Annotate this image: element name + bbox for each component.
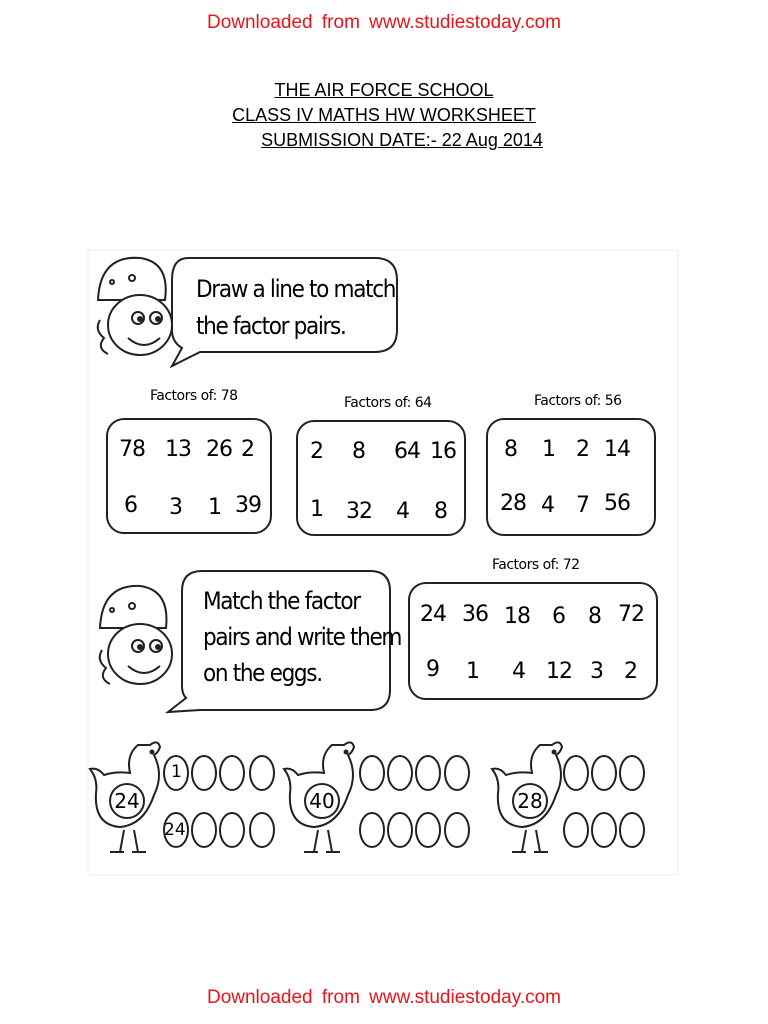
submission-date: SUBMISSION DATE:- 22 Aug 2014 xyxy=(261,130,543,150)
factor-number: 6 xyxy=(124,493,137,518)
factor-number: 3 xyxy=(169,495,182,520)
factor-number: 9 xyxy=(426,657,439,682)
factor-label-72: Factors of: 72 xyxy=(492,557,580,573)
worksheet-title: CLASS IV MATHS HW WORKSHEET xyxy=(232,105,536,125)
factor-number: 32 xyxy=(346,499,372,524)
factor-number: 2 xyxy=(576,437,589,462)
factor-number: 4 xyxy=(512,659,525,684)
factor-number: 72 xyxy=(618,602,644,627)
factor-box-72 xyxy=(408,582,658,700)
bubble1-line2: the factor pairs. xyxy=(196,312,346,340)
factor-label-78: Factors of: 78 xyxy=(150,388,238,404)
egg-icon xyxy=(564,756,644,847)
download-banner-top: Downloaded from www.studiestoday.com xyxy=(206,12,562,33)
hen-number: 40 xyxy=(309,789,335,813)
factor-label-56: Factors of: 56 xyxy=(534,393,622,409)
factor-number: 2 xyxy=(624,659,637,684)
factor-label-64: Factors of: 64 xyxy=(344,395,432,411)
hen-number: 24 xyxy=(114,789,140,813)
factor-number: 26 xyxy=(206,437,232,462)
factor-number: 13 xyxy=(165,437,191,462)
factor-number: 4 xyxy=(541,493,554,518)
cartoon-face-icon xyxy=(100,586,172,684)
egg-number: 1 xyxy=(171,762,182,782)
bubble2-line1: Match the factor xyxy=(203,587,360,615)
factor-number: 24 xyxy=(420,602,446,627)
factor-number: 64 xyxy=(394,439,420,464)
factor-number: 16 xyxy=(430,439,456,464)
factor-number: 3 xyxy=(590,659,603,684)
factor-number: 8 xyxy=(504,437,517,462)
factor-number: 7 xyxy=(576,493,589,518)
factor-number: 1 xyxy=(208,495,221,520)
factor-number: 4 xyxy=(396,499,409,524)
factor-number: 14 xyxy=(604,437,630,462)
egg-icon xyxy=(360,756,469,847)
factor-number: 36 xyxy=(462,602,488,627)
hen-number: 28 xyxy=(517,789,543,813)
factor-number: 8 xyxy=(352,439,365,464)
factor-number: 2 xyxy=(241,437,254,462)
factor-number: 2 xyxy=(310,439,323,464)
factor-number: 39 xyxy=(235,493,261,518)
factor-number: 28 xyxy=(500,491,526,516)
school-name: THE AIR FORCE SCHOOL xyxy=(274,80,494,100)
factor-number: 56 xyxy=(604,491,630,516)
bubble2-line2: pairs and write them xyxy=(203,623,402,651)
bubble1-line1: Draw a line to match xyxy=(196,275,396,303)
download-banner-bottom: Downloaded from www.studiestoday.com xyxy=(206,987,562,1008)
factor-number: 6 xyxy=(552,604,565,629)
factor-number: 8 xyxy=(588,604,601,629)
factor-box-56 xyxy=(486,418,656,536)
factor-number: 1 xyxy=(310,497,323,522)
bubble2-line3: on the eggs. xyxy=(203,659,322,687)
factor-number: 8 xyxy=(434,499,447,524)
factor-number: 12 xyxy=(546,659,572,684)
cartoon-face-icon xyxy=(98,258,172,355)
factor-number: 78 xyxy=(119,437,145,462)
factor-number: 18 xyxy=(504,604,530,629)
factor-number: 1 xyxy=(542,437,555,462)
egg-number: 24 xyxy=(164,820,186,840)
factor-number: 1 xyxy=(466,659,479,684)
